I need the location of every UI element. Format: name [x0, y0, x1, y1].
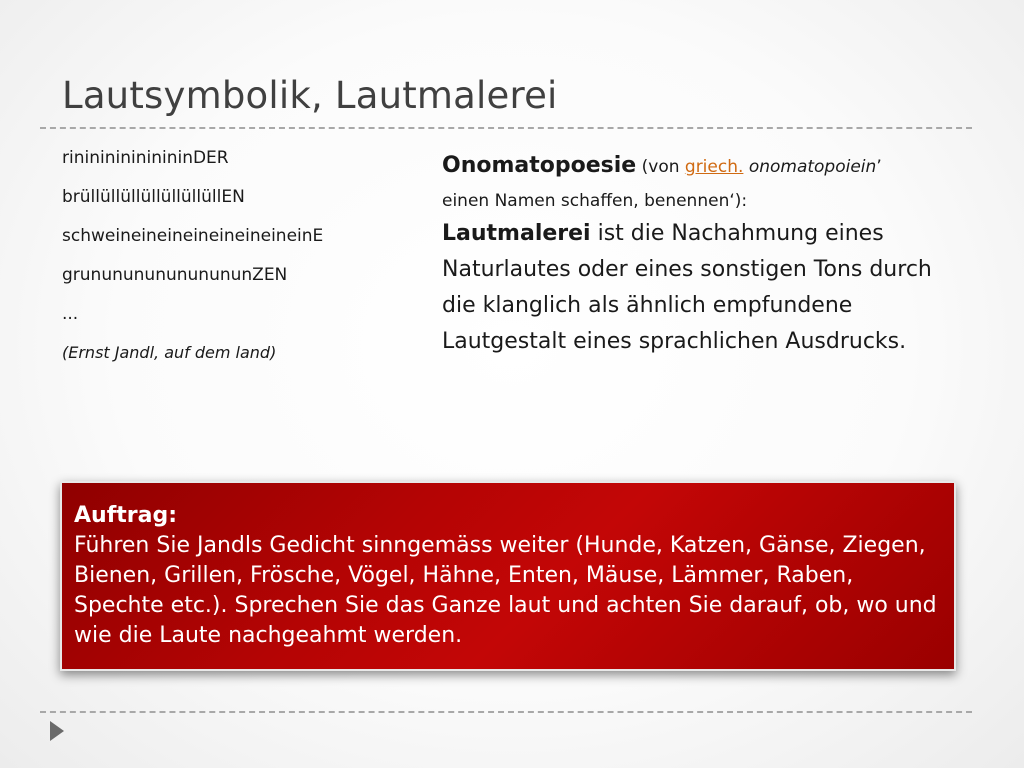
term-onomatopoesie: Onomatopoesie: [442, 153, 637, 178]
definition-line-1: [442, 148, 962, 185]
task-box: [60, 481, 956, 671]
definition-meaning: einen Namen schaffen, benennen‘):: [442, 191, 748, 211]
poem-line: brüllüllüllüllüllüllüllEN: [62, 187, 245, 207]
top-divider: [40, 127, 972, 129]
poem-block: [62, 146, 323, 380]
poem-line: schweineineineineineineineinE: [62, 226, 324, 246]
poem-line: rininininininininDER: [62, 148, 229, 168]
definition-text: ist die Nachahmung eines Naturlautes oder eines sonstigen Tons durch die klanglich als ähnlich empfundene Lautgestalt eines sprachlichen Ausdrucks.: [442, 221, 932, 354]
poem-citation: (Ernst Jandl, auf dem land): [62, 343, 277, 362]
quote-close: ’: [876, 157, 882, 177]
task-heading: Auftrag:: [74, 503, 178, 528]
term-lautmalerei: Lautmalerei: [442, 221, 591, 246]
task-body: Führen Sie Jandls Gedicht sinngemäss weiter (Hunde, Katzen, Gänse, Ziegen, Bienen, Grillen, Frösche, Vögel, Hähne, Enten, Mäuse, Lämmer, Raben, Spechte etc.). Sprechen Sie das Ganze laut und achten Sie darauf, ob, wo und wie die Laute nachgeahmt werden.: [74, 533, 937, 648]
poem-ellipsis: ...: [62, 304, 79, 324]
paren-open: (von: [636, 157, 685, 177]
definition-block: [442, 148, 962, 360]
poem-line: grununununununununZEN: [62, 265, 288, 285]
foreign-word: onomatopoiein: [748, 157, 877, 177]
definition-line-2: [442, 185, 962, 216]
definition-body: [442, 216, 962, 360]
slide-title: Lautsymbolik, Lautmalerei: [62, 74, 558, 117]
bottom-divider: [40, 711, 972, 713]
griech-link[interactable]: griech.: [684, 157, 744, 177]
triangle-right-icon: [50, 721, 64, 741]
